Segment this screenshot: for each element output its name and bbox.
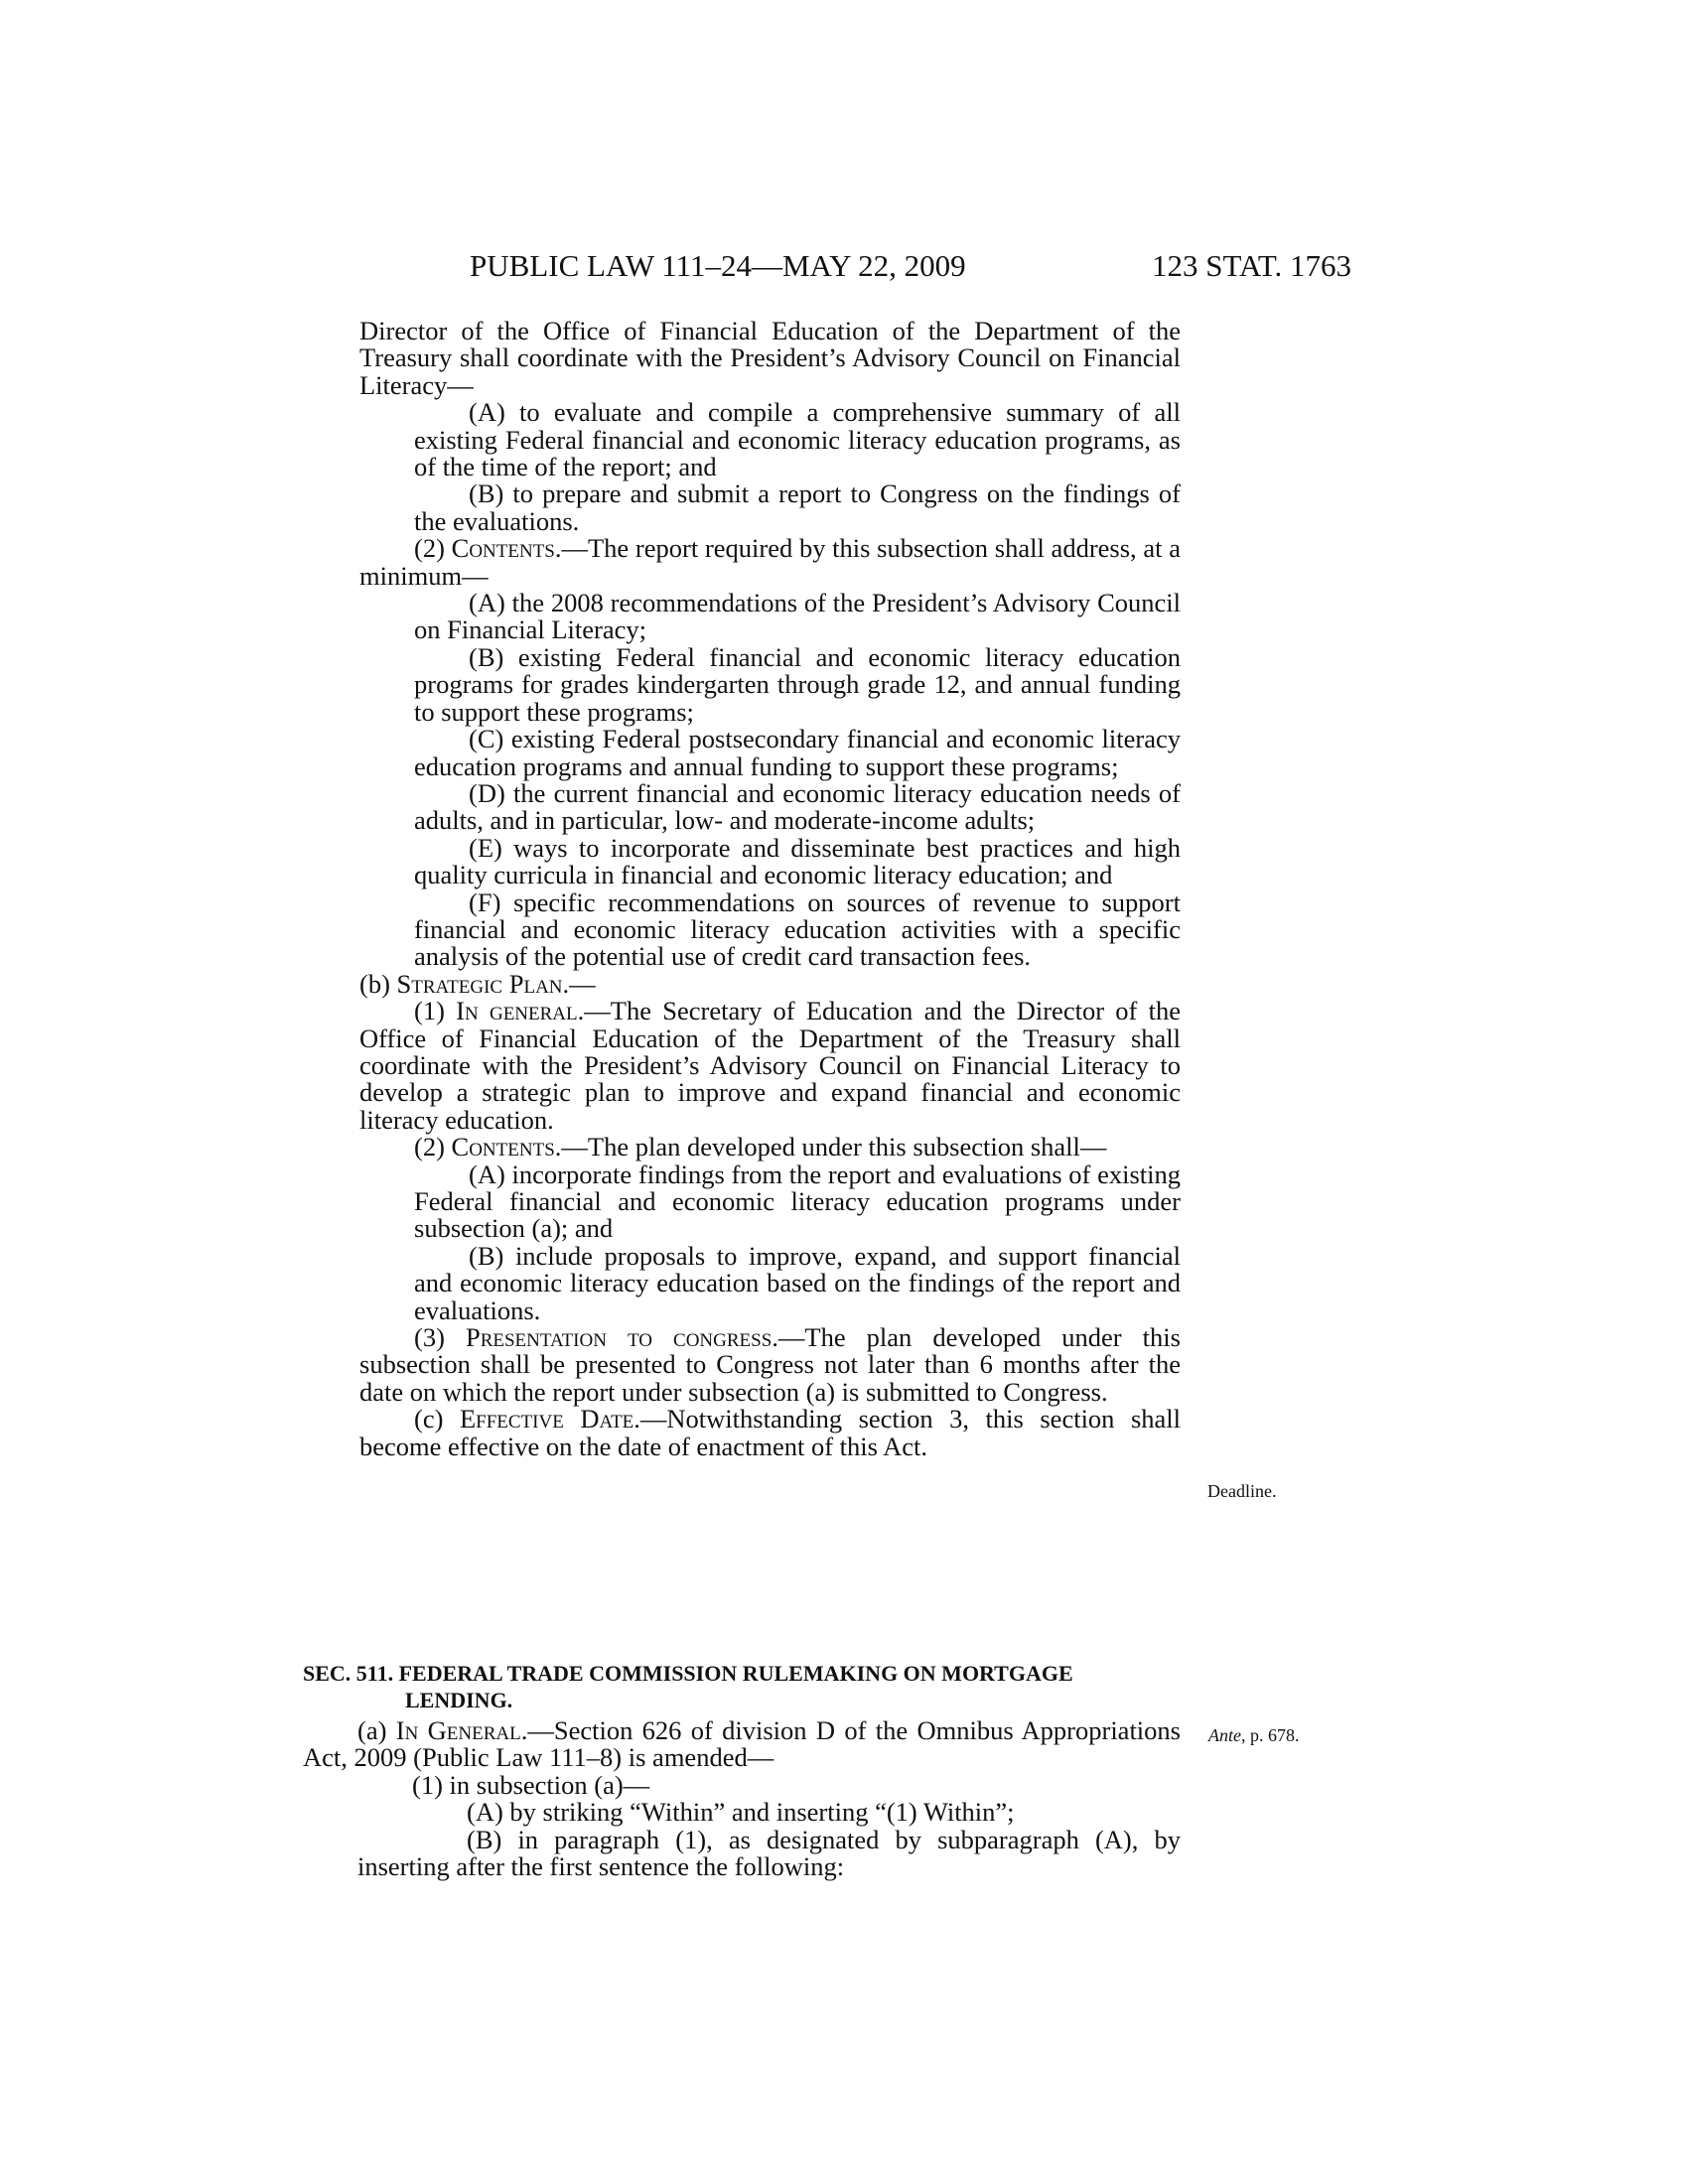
paragraph: Director of the Office of Financial Education of the Department of the Treasury shall coordinate with the President’s Advisory Council on Financial Literacy— [359,316,1181,400]
paragraph: (A) incorporate findings from the report and evaluations of existing Federal financial and economic literacy education programs under subsection (a); and [414,1159,1181,1244]
paragraph: (A) the 2008 recommendations of the President’s Advisory Council on Financial Literacy; [414,588,1181,645]
paragraph: (c) Effective Date.—Notwithstanding section 3, this section shall become effective on the date of enactment of this Act. [359,1404,1181,1461]
paragraph: (C) existing Federal postsecondary financial and economic literacy education programs and annual funding to support these programs; [414,724,1181,781]
paragraph: (1) In general.—The Secretary of Education and the Director of the Office of Financial Education of the Department of the Treasury shall coordinate with the President’s Advisory Council on Financial Literacy to develop a strategic plan to improve and expand financial and economic literacy education. [359,996,1181,1135]
paragraph: (E) ways to incorporate and disseminate best practices and high quality curricula in financial and economic literacy education; and [414,832,1181,890]
paragraph: (b) Strategic Plan.— [359,968,596,999]
paragraph: (1) in subsection (a)— [412,1769,650,1800]
paragraph: (A) to evaluate and compile a comprehensive summary of all existing Federal financial and economic literacy education programs, as of the time of the report; and [414,397,1181,482]
paragraph: (B) in paragraph (1), as designated by subparagraph (A), by inserting after the first sentence the following: [357,1824,1181,1882]
paragraph: (F) specific recommendations on sources of revenue to support financial and economic literacy education activities with a specific analysis of the potential use of credit card transaction fees. [414,887,1181,972]
section-body [303,1717,1181,1880]
paragraph: (a) In General.—Section 626 of division D of the Omnibus Appropriations Act, 2009 (Public Law 111–8) is amended— [303,1715,1181,1773]
paragraph: (B) existing Federal financial and economic literacy education programs for grades kindergarten through grade 12, and annual funding to support these programs; [414,641,1181,727]
paragraph: (B) include proposals to improve, expand, and support financial and economic literacy education based on the findings of the report and evaluations. [414,1240,1181,1325]
margin-note-ante: Ante, p. 678. [1208,1725,1300,1745]
paragraph: (A) by striking “Within” and inserting “(1) Within”; [467,1797,1015,1828]
paragraph: (2) Contents.—The report required by this subsection shall address, at a minimum— [359,533,1181,591]
section-heading: SEC. 511. FEDERAL TRADE COMMISSION RULEMAKING ON MORTGAGE LENDING. [303,1661,1073,1712]
document-body [359,318,1181,1460]
paragraph: (D) the current financial and economic literacy education needs of adults, and in particular, low- and moderate-income adults; [414,777,1181,836]
page-header-stat: 123 STAT. 1763 [1152,248,1352,283]
page-header-title: PUBLIC LAW 111–24—MAY 22, 2009 [470,248,966,283]
paragraph: (B) to prepare and submit a report to Congress on the findings of the evaluations. [414,478,1181,536]
margin-note-deadline: Deadline. [1207,1481,1277,1501]
paragraph: (3) Presentation to congress.—The plan developed under this subsection shall be presented to Congress not later than 6 months after the date on which the report under subsection (a) is submitted to Congress. [359,1322,1181,1407]
paragraph: (2) Contents.—The plan developed under this subsection shall— [414,1132,1107,1162]
